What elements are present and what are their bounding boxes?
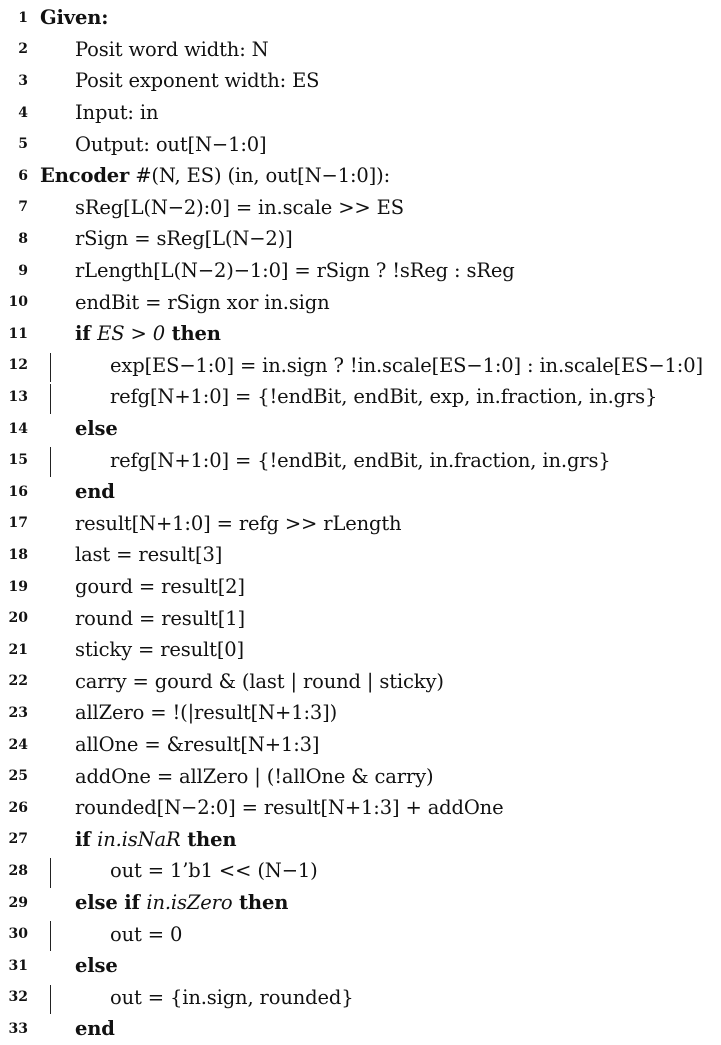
keyword: then: [180, 827, 237, 851]
code-text: [75, 322, 221, 345]
code-fragment: Input: in: [75, 101, 159, 125]
line-number: 5: [18, 136, 28, 153]
algorithm-line: [0, 318, 721, 350]
line-number: 16: [8, 483, 28, 500]
keyword: else if: [75, 891, 147, 915]
code-text: [40, 164, 390, 187]
algorithm-line: [0, 950, 721, 982]
algorithm-line: [0, 192, 721, 224]
line-number: 7: [18, 199, 28, 216]
line-number: 20: [8, 610, 28, 627]
code-fragment: rounded[N−2:0] = result[N+1:3] + addOne: [75, 796, 504, 820]
algorithm-line: [0, 729, 721, 761]
keyword: then: [164, 322, 221, 346]
line-number: 23: [8, 704, 28, 721]
line-number: 3: [18, 72, 28, 89]
keyword: else: [75, 417, 118, 441]
keyword: end: [75, 480, 115, 504]
keyword: else: [75, 954, 118, 978]
keyword: then: [232, 891, 289, 915]
code-text: [110, 923, 182, 946]
code-text: [75, 512, 401, 535]
code-fragment: allZero = !(|result[N+1:3]): [75, 701, 338, 725]
condition: ES > 0: [97, 322, 165, 346]
algorithm-line: [0, 539, 721, 571]
algorithm-line: [0, 255, 721, 287]
code-text: [110, 385, 657, 408]
code-fragment: out = 0: [110, 922, 183, 946]
algorithm-line: [0, 350, 721, 382]
block-bar: [50, 447, 51, 477]
algorithm-line: [0, 918, 721, 950]
keyword: if: [75, 322, 98, 346]
code-fragment: Posit word width: N: [75, 37, 269, 61]
line-number: 26: [8, 799, 28, 816]
code-fragment: sticky = result[0]: [75, 638, 244, 662]
code-text: [75, 575, 245, 598]
condition: in.isZero: [146, 891, 233, 915]
code-text: [75, 417, 118, 440]
code-fragment: sReg[L(N−2):0] = in.scale >> ES: [75, 195, 404, 219]
line-number: 2: [18, 41, 28, 58]
line-number: 29: [8, 894, 28, 911]
algorithm-line: [0, 381, 721, 413]
condition: in.isNaR: [97, 827, 181, 851]
keyword: end: [75, 1017, 115, 1041]
algorithm-line: [0, 1013, 721, 1045]
line-number: 27: [8, 831, 28, 848]
algorithm-line: [0, 666, 721, 698]
line-number: 13: [8, 388, 28, 405]
line-number: 32: [8, 989, 28, 1006]
code-text: [110, 986, 353, 1009]
algorithm-line: [0, 824, 721, 856]
line-number: 15: [8, 452, 28, 469]
code-text: [75, 733, 319, 756]
code-fragment: last = result[3]: [75, 543, 223, 567]
line-number: 1: [18, 9, 28, 26]
code-fragment: round = result[1]: [75, 606, 245, 630]
code-fragment: Posit exponent width: ES: [75, 69, 320, 93]
code-fragment: Output: out[N−1:0]: [75, 132, 267, 156]
code-fragment: out = 1’b1 << (N−1): [110, 859, 318, 883]
code-text: [75, 765, 433, 788]
algorithm-line: [0, 634, 721, 666]
algorithm-line: [0, 2, 721, 34]
code-text: [75, 828, 236, 851]
code-text: [75, 69, 319, 92]
code-fragment: #(N, ES) (in, out[N−1:0]):: [129, 164, 391, 188]
algorithm-line: [0, 413, 721, 445]
algorithm-line: [0, 444, 721, 476]
code-text: [75, 101, 158, 124]
block-bar: [50, 384, 51, 414]
algorithm-line: [0, 160, 721, 192]
algorithm-line: [0, 855, 721, 887]
algorithm-line: [0, 571, 721, 603]
line-number: 21: [8, 641, 28, 658]
code-fragment: rLength[L(N−2)−1:0] = rSign ? !sReg : sReg: [75, 259, 515, 283]
algorithm-line: [0, 508, 721, 540]
code-text: [75, 891, 288, 914]
line-number: 6: [18, 167, 28, 184]
line-number: 12: [8, 357, 28, 374]
line-number: 10: [8, 294, 28, 311]
algorithm-line: [0, 476, 721, 508]
algorithm-line: [0, 223, 721, 255]
code-fragment: refg[N+1:0] = {!endBit, endBit, exp, in.fraction, in.grs}: [110, 385, 658, 409]
code-text: [110, 449, 611, 472]
algorithm-line: [0, 602, 721, 634]
code-fragment: exp[ES−1:0] = in.sign ? !in.scale[ES−1:0] : in.scale[ES−1:0]: [110, 353, 703, 377]
keyword: if: [75, 827, 98, 851]
code-text: [110, 354, 703, 377]
code-text: [75, 291, 330, 314]
keyword: Encoder: [40, 164, 130, 188]
code-fragment: out = {in.sign, rounded}: [110, 985, 354, 1009]
code-text: [75, 480, 115, 503]
code-text: [75, 954, 118, 977]
code-text: [75, 1017, 115, 1040]
code-fragment: result[N+1:0] = refg >> rLength: [75, 511, 402, 535]
code-fragment: endBit = rSign xor in.sign: [75, 290, 330, 314]
code-text: [40, 6, 108, 29]
line-number: 11: [8, 325, 28, 342]
code-text: [75, 38, 269, 61]
keyword: Given:: [40, 6, 109, 30]
line-number: 24: [8, 736, 28, 753]
code-fragment: carry = gourd & (last | round | sticky): [75, 669, 444, 693]
algorithm-line: [0, 65, 721, 97]
code-fragment: allOne = &result[N+1:3]: [75, 733, 320, 757]
code-text: [110, 859, 318, 882]
algorithm-line: [0, 97, 721, 129]
line-number: 19: [8, 578, 28, 595]
algorithm-line: [0, 887, 721, 919]
line-number: 4: [18, 104, 28, 121]
algorithm-line: [0, 128, 721, 160]
line-number: 31: [8, 957, 28, 974]
code-text: [75, 638, 244, 661]
line-number: 30: [8, 926, 28, 943]
algorithm-line: [0, 982, 721, 1014]
algorithm-line: [0, 286, 721, 318]
line-number: 9: [18, 262, 28, 279]
block-bar: [50, 858, 51, 888]
block-bar: [50, 985, 51, 1015]
code-text: [75, 701, 337, 724]
code-text: [75, 196, 404, 219]
algorithm-line: [0, 697, 721, 729]
line-number: 25: [8, 768, 28, 785]
code-fragment: rSign = sReg[L(N−2)]: [75, 227, 293, 251]
code-text: [75, 259, 515, 282]
block-bar: [50, 921, 51, 951]
line-number: 8: [18, 230, 28, 247]
line-number: 17: [8, 515, 28, 532]
block-bar: [50, 353, 51, 383]
algorithm-line: [0, 792, 721, 824]
line-number: 14: [8, 420, 28, 437]
line-number: 18: [8, 546, 28, 563]
code-text: [75, 133, 266, 156]
line-number: 22: [8, 673, 28, 690]
code-text: [75, 607, 245, 630]
code-fragment: addOne = allZero | (!allOne & carry): [75, 764, 434, 788]
code-text: [75, 796, 503, 819]
line-number: 28: [8, 862, 28, 879]
code-text: [75, 543, 222, 566]
line-number: 33: [8, 1020, 28, 1037]
code-fragment: gourd = result[2]: [75, 575, 245, 599]
code-fragment: refg[N+1:0] = {!endBit, endBit, in.fraction, in.grs}: [110, 448, 611, 472]
algorithm-line: [0, 760, 721, 792]
code-text: [75, 670, 444, 693]
algorithm-line: [0, 34, 721, 66]
code-text: [75, 227, 293, 250]
